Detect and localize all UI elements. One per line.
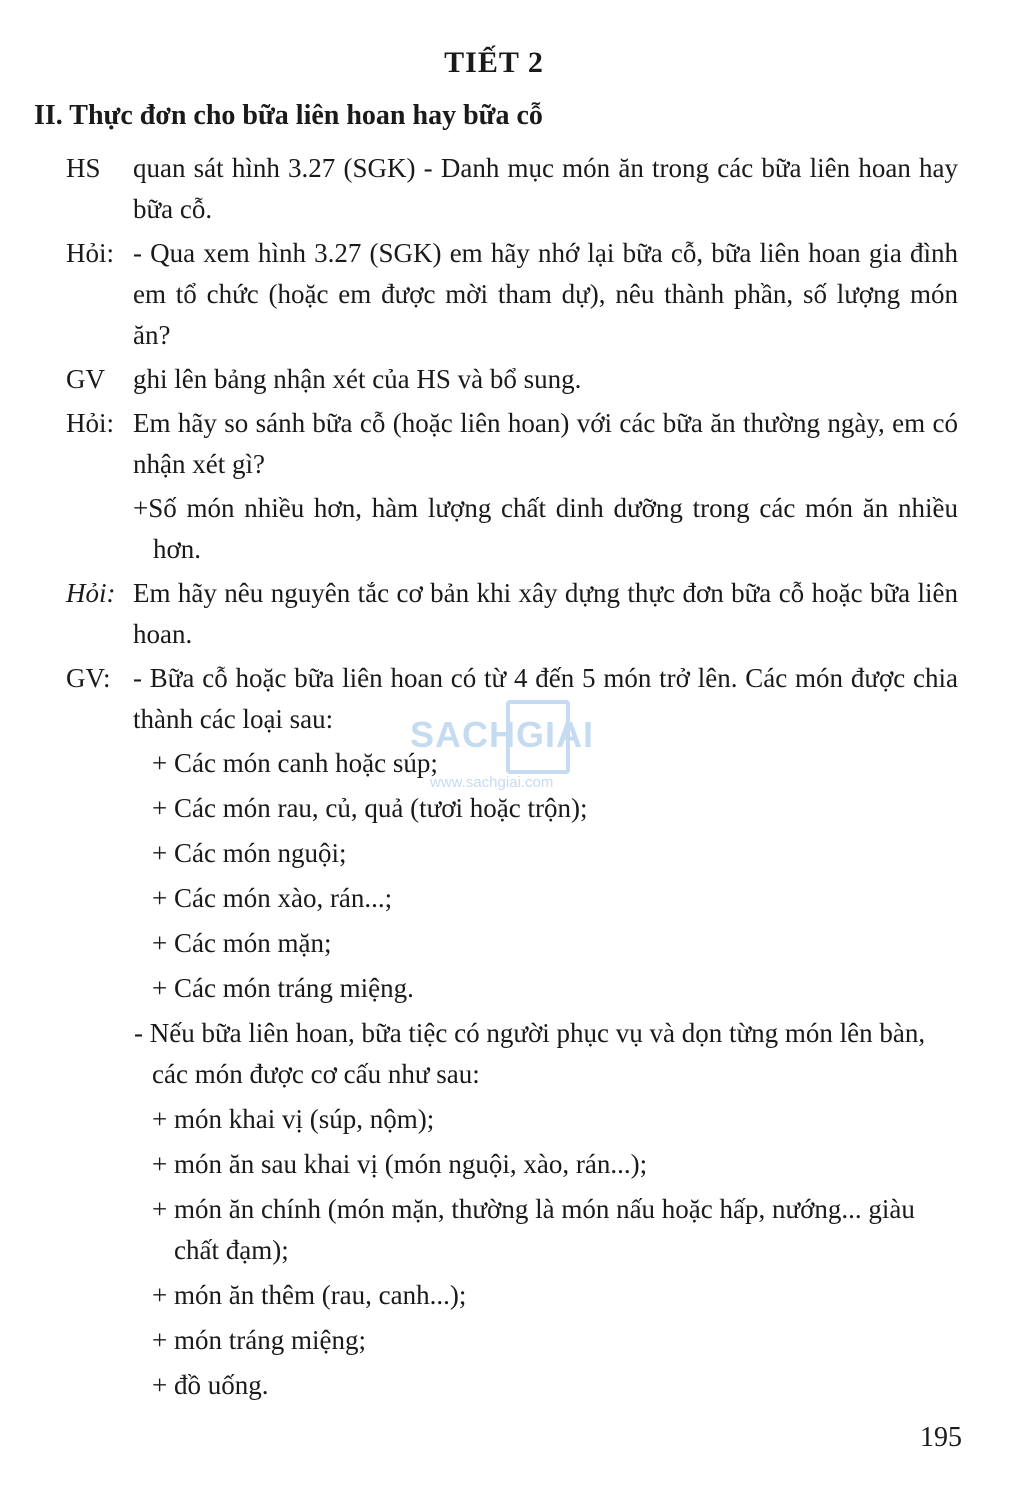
entry-text: - Bữa cỗ hoặc bữa liên hoan có từ 4 đến 5 món trở lên. Các món được chia thành các loại sau: (133, 663, 958, 734)
watermark-logo (410, 700, 620, 800)
entry-lead: Hỏi: (66, 578, 116, 608)
entry-hs-observe (0, 148, 1024, 230)
entry-text: ghi lên bảng nhận xét của HS và bổ sung. (133, 364, 582, 394)
list-item: + đồ uống. (152, 1370, 269, 1400)
watermark-url: www.sachgiai.com (430, 774, 554, 791)
entry-text: quan sát hình 3.27 (SGK) - Danh mục món ăn trong các bữa liên hoan hay bữa cỗ. (133, 153, 958, 224)
list-item: + Các món canh hoặc súp; (152, 748, 438, 778)
entry-lead: GV (66, 364, 105, 394)
service-note: - Nếu bữa liên hoan, bữa tiệc có người phục vụ và dọn từng món lên bàn, các món được cơ cấu như sau: (134, 1018, 926, 1089)
list-item: + Các món mặn; (152, 928, 332, 958)
entry-text: - Qua xem hình 3.27 (SGK) em hãy nhớ lại bữa cỗ, bữa liên hoan gia đình em tổ chức (hoặc em được mời tham dự), nêu thành phần, số lượng món ăn? (133, 238, 958, 350)
entry-lead: Hỏi: (66, 238, 115, 268)
page-number: 195 (920, 1422, 962, 1453)
entry-question-3 (0, 573, 1024, 655)
entry-text: +Số món nhiều hơn, hàm lượng chất dinh dưỡng trong các món ăn nhiều hơn. (133, 493, 958, 564)
entry-lead: HS (66, 153, 101, 183)
list-item: + Các món tráng miệng. (152, 973, 414, 1003)
entry-question-2 (0, 403, 1024, 485)
entry-text: Em hãy nêu nguyên tắc cơ bản khi xây dựng thực đơn bữa cỗ hoặc bữa liên hoan. (133, 578, 958, 649)
section-heading: II. Thực đơn cho bữa liên hoan hay bữa cỗ (34, 100, 543, 131)
list-item: + Các món nguội; (152, 838, 347, 868)
entry-lead: GV: (66, 663, 111, 693)
list-item: + món ăn thêm (rau, canh...); (152, 1280, 467, 1310)
list-item: + Các món rau, củ, quả (tươi hoặc trộn); (152, 793, 588, 823)
list-item: + món khai vị (súp, nộm); (152, 1104, 435, 1134)
entry-lead: Hỏi: (66, 408, 115, 438)
list-item: + món ăn sau khai vị (món nguội, xào, rán...); (152, 1149, 648, 1179)
entry-gv-note (0, 359, 1024, 400)
list-item: + Các món xào, rán...; (152, 883, 393, 913)
watermark-brand: SACHGIAI (410, 714, 595, 755)
lesson-title: TIẾT 2 (444, 46, 544, 79)
list-item: + món ăn chính (món mặn, thường là món nấu hoặc hấp, nướng... giàu chất đạm); (152, 1194, 915, 1265)
entry-text: Em hãy so sánh bữa cỗ (hoặc liên hoan) với các bữa ăn thường ngày, em có nhận xét gì? (133, 408, 958, 479)
list-item: + món tráng miệng; (152, 1325, 366, 1355)
entry-question-1 (0, 233, 1024, 356)
course-structure-list (0, 1099, 1024, 1406)
entry-answer (0, 488, 1024, 570)
